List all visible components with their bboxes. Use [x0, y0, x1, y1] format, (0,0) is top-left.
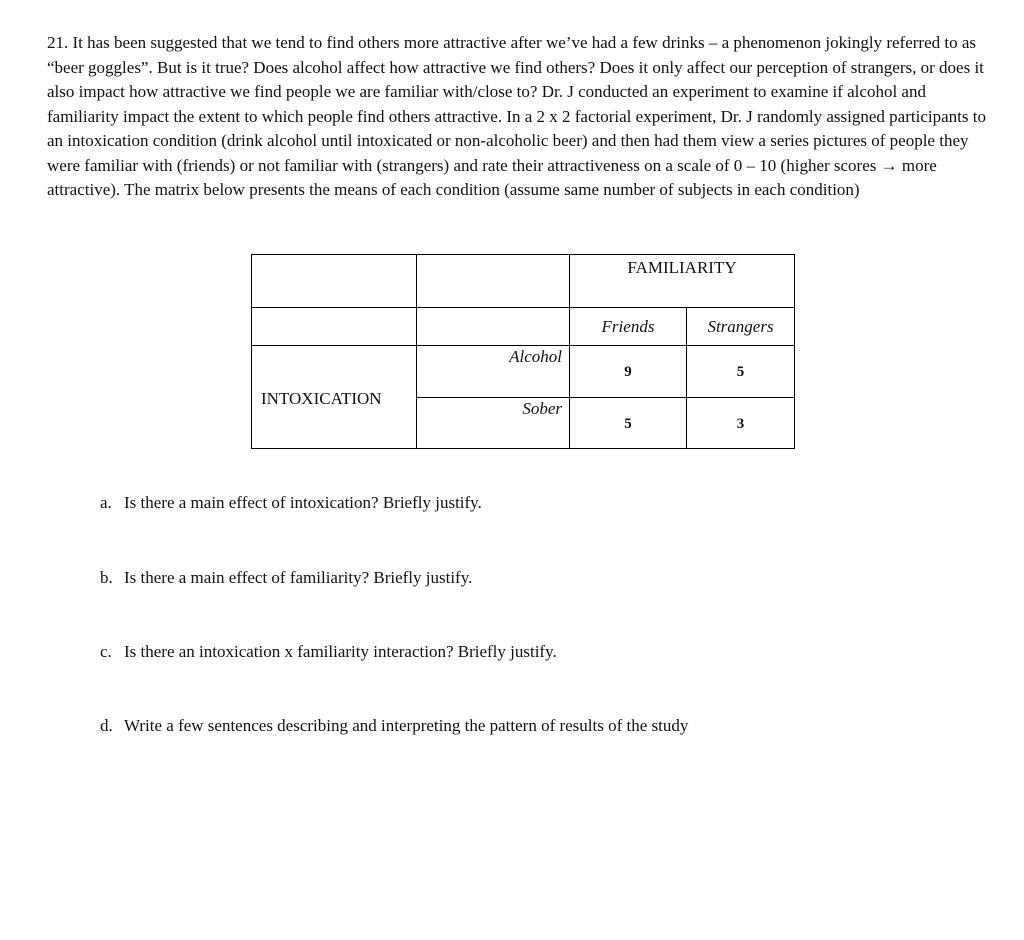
empty-cell [417, 255, 570, 308]
part-a-text: Is there a main effect of intoxication? Briefly justify. [124, 493, 482, 512]
part-a [100, 493, 482, 513]
cell-alcohol-strangers: 5 [687, 346, 795, 398]
part-b [100, 568, 472, 588]
matrix-column-labels-row [252, 308, 795, 346]
matrix-header-row [252, 255, 795, 308]
part-d [100, 716, 688, 736]
part-d-text: Write a few sentences describing and interpreting the pattern of results of the study [124, 716, 689, 735]
part-c-letter: c. [100, 642, 112, 661]
question-text: 21. It has been suggested that we tend to find others more attractive after we’ve had a few drinks – a phenomenon jokingly referred to as “beer goggles”. But is it true? Does alcohol affect how attractive we find others? Does it only affect our perception of strangers, or does it also impact how attractive we find people we are familiar with/close to? Dr. J conducted an experiment to examine if alcohol and familiarity impact the extent to which people find others attractive. In a 2 x 2 factorial experiment, Dr. J randomly assigned participants to an intoxication condition (drink alcohol until intoxicated or non-alcoholic beer) and then had them view a series pictures of people they were familiar with (friends) or not familiar with (strangers) and rate their attractiveness on a scale of 0 – 10 (higher scores → more attractive). The matrix below presents the means of each condition (assume same number of subjects in each condition) [47, 33, 986, 199]
matrix-row-alcohol [252, 346, 795, 398]
empty-cell [252, 255, 417, 308]
cell-sober-friends: 5 [570, 398, 687, 449]
familiarity-header: FAMILIARITY [570, 255, 795, 308]
means-matrix [251, 254, 795, 449]
column-label-strangers: Strangers [687, 308, 795, 346]
part-a-letter: a. [100, 493, 112, 512]
row-label-alcohol: Alcohol [417, 346, 570, 398]
empty-cell [417, 308, 570, 346]
part-c-text: Is there an intoxication x familiarity interaction? Briefly justify. [124, 642, 557, 661]
intoxication-header: INTOXICATION [252, 346, 417, 449]
part-b-text: Is there a main effect of familiarity? Briefly justify. [124, 568, 473, 587]
column-label-friends: Friends [570, 308, 687, 346]
cell-sober-strangers: 3 [687, 398, 795, 449]
cell-alcohol-friends: 9 [570, 346, 687, 398]
empty-cell [252, 308, 417, 346]
row-label-sober: Sober [417, 398, 570, 449]
part-d-letter: d. [100, 716, 113, 735]
part-c [100, 642, 557, 662]
part-b-letter: b. [100, 568, 113, 587]
